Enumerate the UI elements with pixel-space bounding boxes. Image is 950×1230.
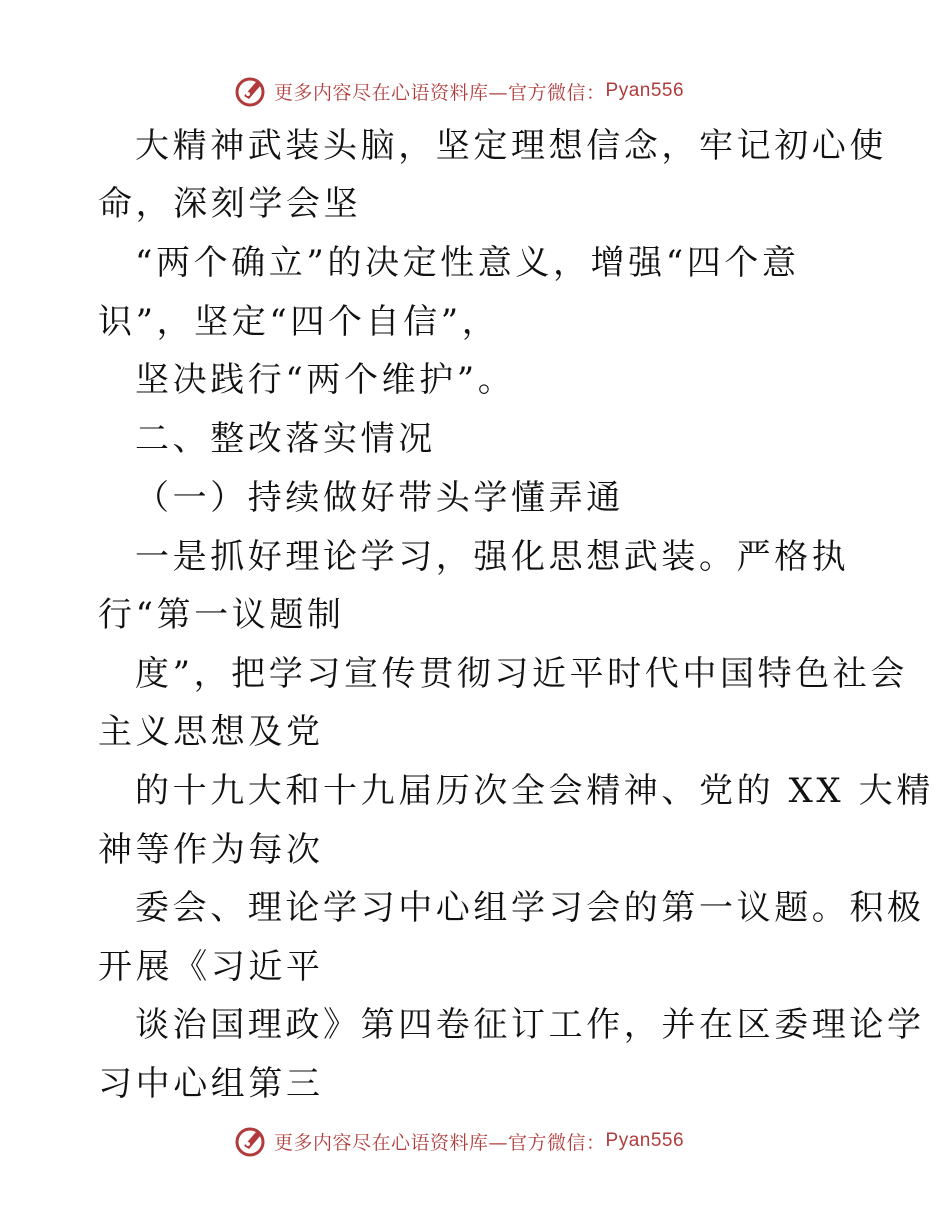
- footer-banner-text: 更多内容尽在心语资料库—官方微信：: [274, 1131, 606, 1154]
- body-line: 习中心组第三: [98, 1064, 324, 1104]
- body-line: 一是抓好理论学习，强化思想武装。严格执: [135, 537, 850, 577]
- body-line: 识”，坚定“四个自信”，: [98, 302, 500, 342]
- body-line: 开展《习近平: [98, 947, 324, 987]
- footer-banner-brand: Pyan556: [605, 1130, 685, 1151]
- body-line: 神等作为每次: [98, 830, 324, 870]
- section-heading: 二、整改落实情况: [135, 419, 436, 459]
- body-line: 坚决践行“两个维护”。: [135, 360, 516, 400]
- body-line: 行“第一议题制: [98, 595, 345, 635]
- body-line: 主义思想及党: [98, 712, 324, 752]
- body-line: 大精神武装头脑，坚定理想信念，牢记初心使: [135, 126, 887, 166]
- body-line: 谈治国理政》第四卷征订工作，并在区委理论学: [135, 1005, 925, 1045]
- body-line: 度”，把学习宣传贯彻习近平时代中国特色社会: [135, 654, 908, 694]
- pen-nib-seal-icon: [234, 1124, 268, 1158]
- subsection-heading: （一）持续做好带头学懂弄通: [135, 478, 624, 518]
- body-line: 的十九大和十九届历次全会精神、党的 XX 大精: [135, 771, 934, 811]
- footer-banner: [234, 1122, 684, 1160]
- body-line: 命，深刻学会坚: [98, 184, 362, 224]
- pen-nib-seal-icon: [234, 74, 268, 108]
- header-banner: [234, 72, 684, 110]
- header-banner-brand: Pyan556: [605, 80, 685, 101]
- body-line: “两个确立”的决定性意义，增强“四个意: [135, 243, 800, 283]
- body-line: 委会、理论学习中心组学习会的第一议题。积极: [135, 888, 925, 928]
- header-banner-text: 更多内容尽在心语资料库—官方微信：: [274, 81, 606, 104]
